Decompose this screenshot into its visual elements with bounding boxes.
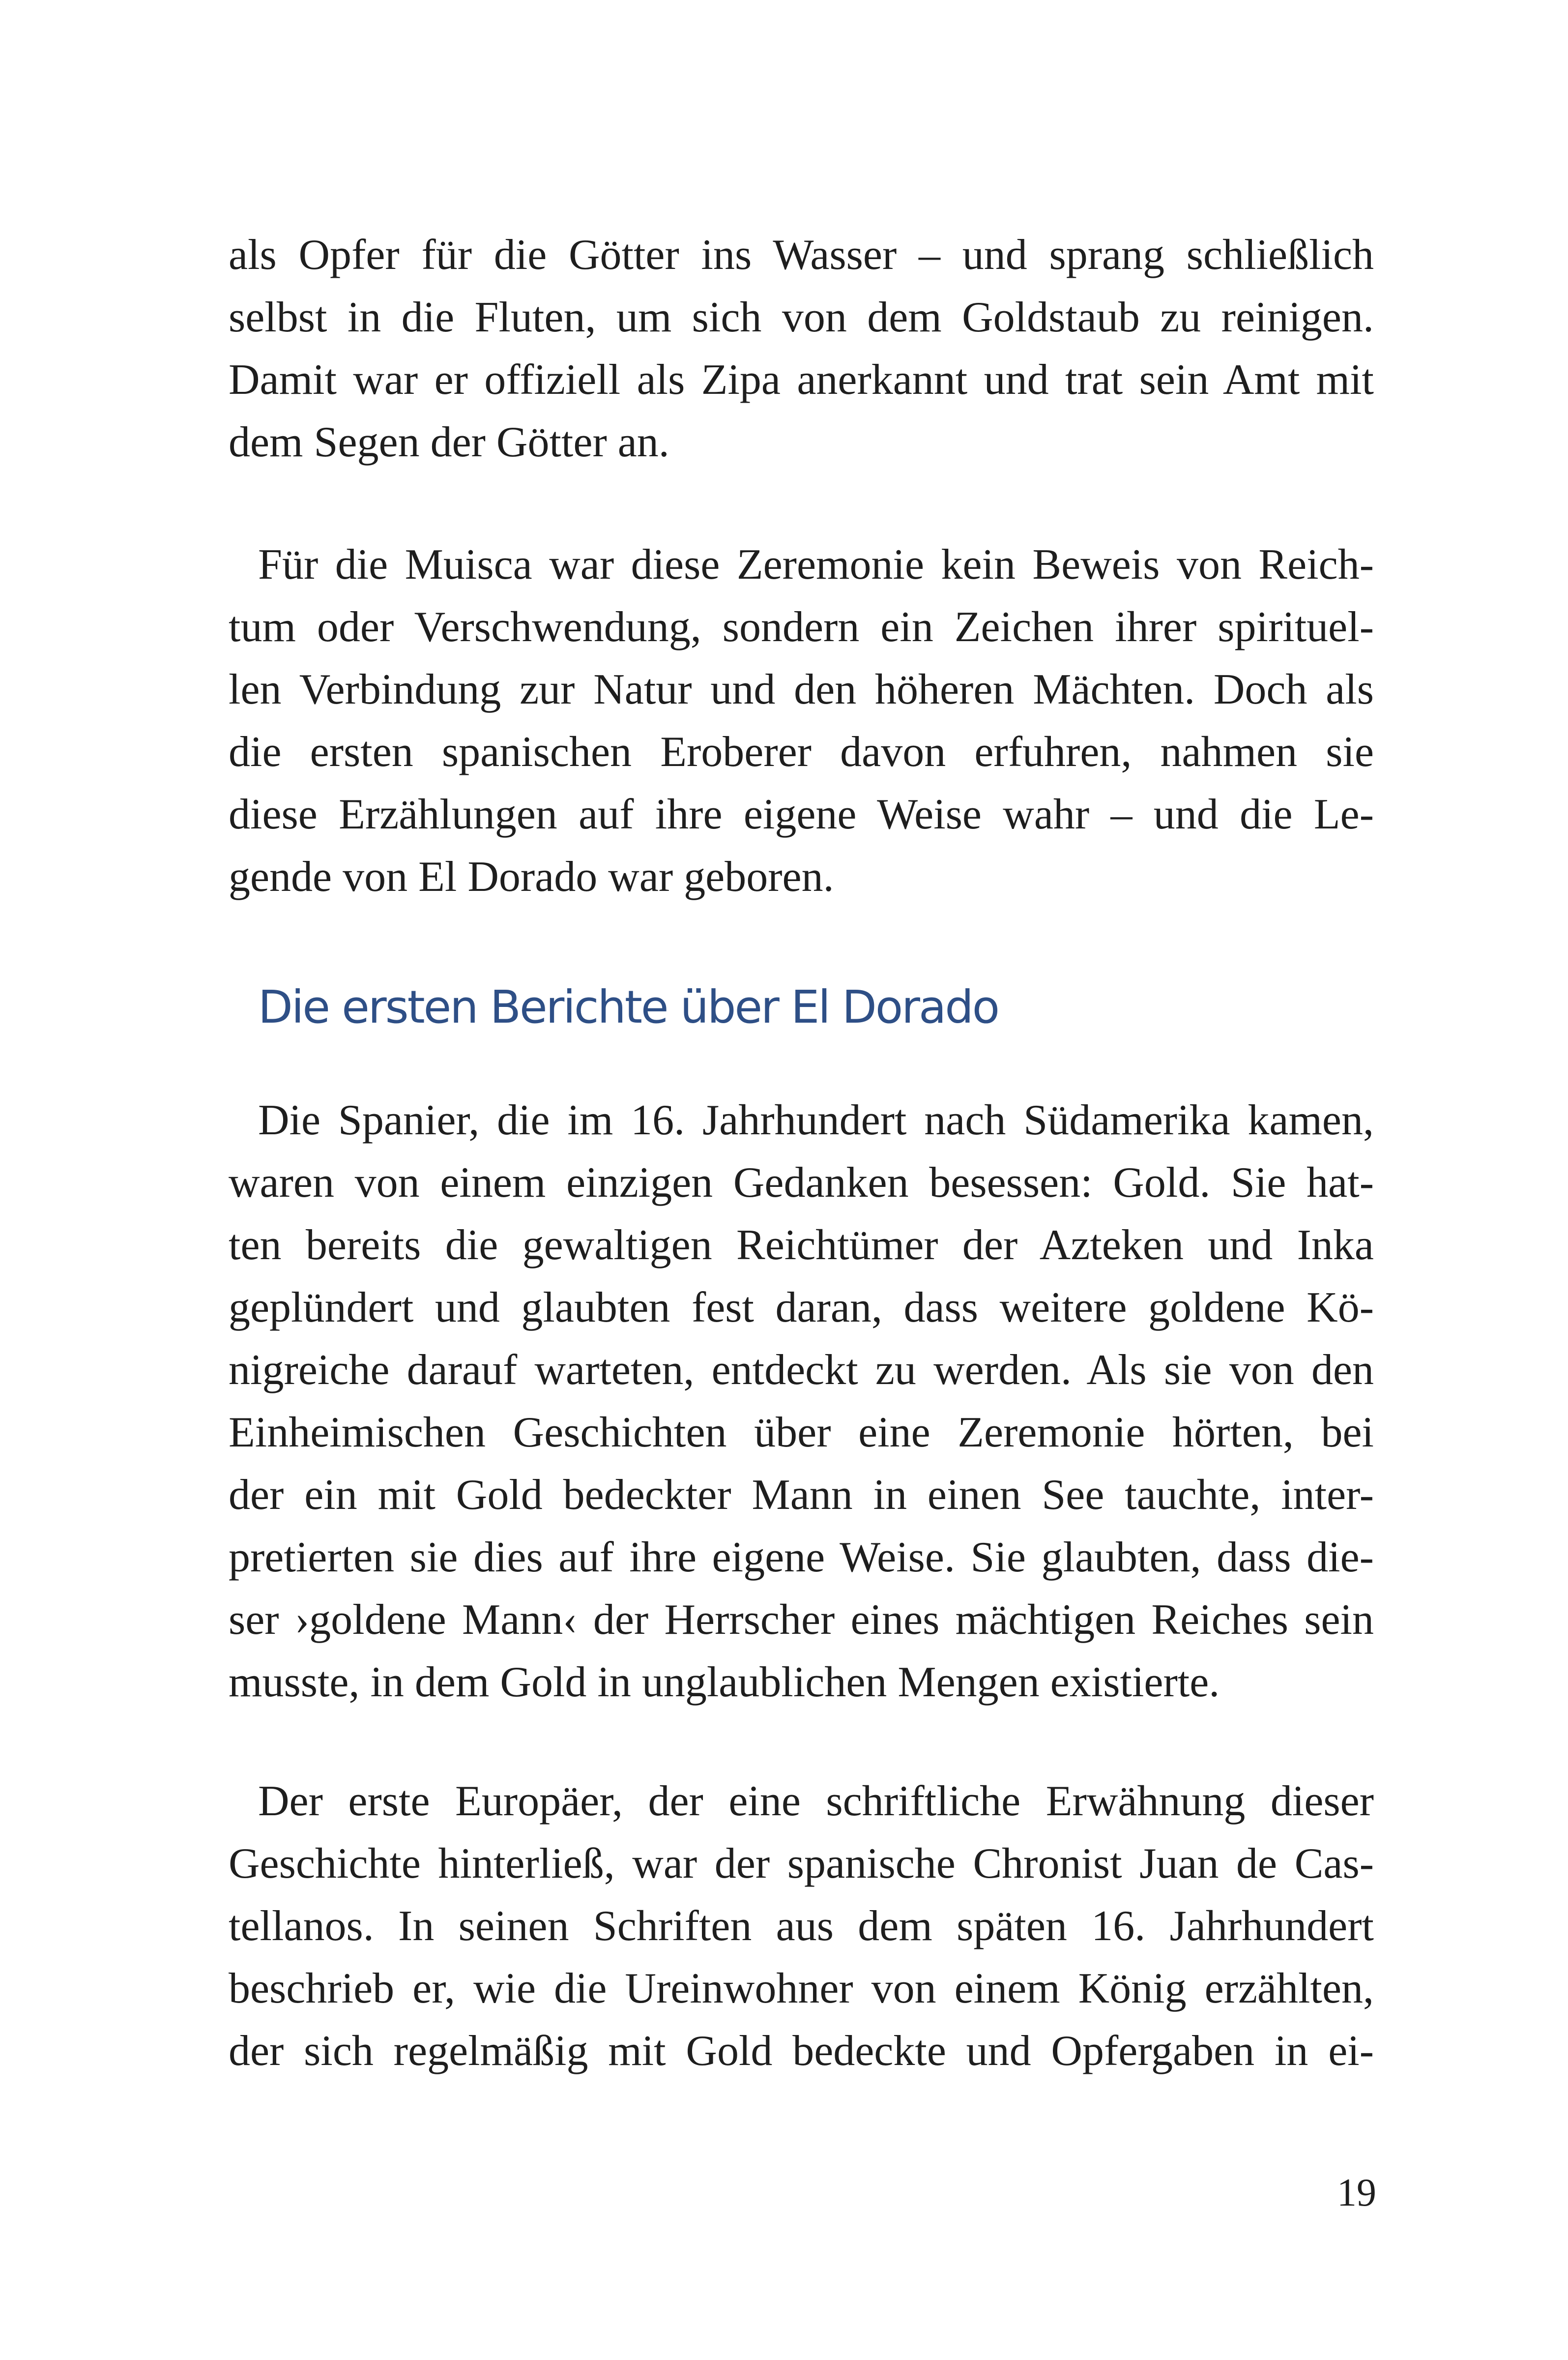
text-line: als Opfer für die Götter ins Wasser – und sprang schließlich [229,231,1374,279]
text-line: tellanos. In seinen Schriften aus dem späten 16. Jahrhundert [229,1902,1374,1950]
paragraph-1 [229,224,1374,473]
paragraph-3 [229,1089,1374,1713]
page-number: 19 [1337,2171,1376,2214]
text-line: Die Spanier, die im 16. Jahrhundert nach Südamerika kamen, [258,1096,1374,1144]
text-line: Damit war er offiziell als Zipa anerkannt und trat sein Amt mit [229,356,1374,404]
text-line: musste, in dem Gold in unglaublichen Mengen existierte. [229,1658,1220,1706]
paragraph-2 [229,533,1374,908]
text-line: Der erste Europäer, der eine schriftliche Erwähnung dieser [258,1777,1374,1825]
text-line: Geschichte hinterließ, war der spanische Chronist Juan de Cas- [229,1840,1374,1888]
text-line: ser ›goldene Mann‹ der Herrscher eines mächtigen Reiches sein [229,1596,1374,1644]
text-line: gende von El Dorado war geboren. [229,853,834,901]
text-line: nigreiche darauf warteten, entdeckt zu werden. Als sie von den [229,1346,1374,1394]
text-line: geplündert und glaubten fest daran, dass weitere goldene Kö- [229,1284,1374,1331]
text-line: dem Segen der Götter an. [229,418,669,466]
text-line: beschrieb er, wie die Ureinwohner von einem König erzählten, [229,1965,1374,2012]
section-heading: Die ersten Berichte über El Dorado [258,981,999,1033]
text-line: der ein mit Gold bedeckter Mann in einen See tauchte, inter- [229,1471,1374,1519]
text-line: der sich regelmäßig mit Gold bedeckte und Opfergaben in ei- [229,2027,1374,2075]
text-line: diese Erzählungen auf ihre eigene Weise wahr – und die Le- [229,791,1374,838]
text-line: tum oder Verschwendung, sondern ein Zeichen ihrer spirituel- [229,603,1374,651]
paragraph-4 [229,1770,1374,2082]
text-line: pretierten sie dies auf ihre eigene Weise. Sie glaubten, dass die- [229,1534,1374,1581]
text-line: Für die Muisca war diese Zeremonie kein Beweis von Reich- [258,541,1374,589]
text-line: waren von einem einzigen Gedanken besessen: Gold. Sie hat- [229,1159,1374,1207]
text-line: ten bereits die gewaltigen Reichtümer der Azteken und Inka [229,1221,1374,1269]
text-line: Einheimischen Geschichten über eine Zeremonie hörten, bei [229,1409,1374,1456]
text-line: die ersten spanischen Eroberer davon erfuhren, nahmen sie [229,728,1374,776]
text-line: len Verbindung zur Natur und den höheren Mächten. Doch als [229,666,1374,713]
text-line: selbst in die Fluten, um sich von dem Goldstaub zu reinigen. [229,294,1374,341]
